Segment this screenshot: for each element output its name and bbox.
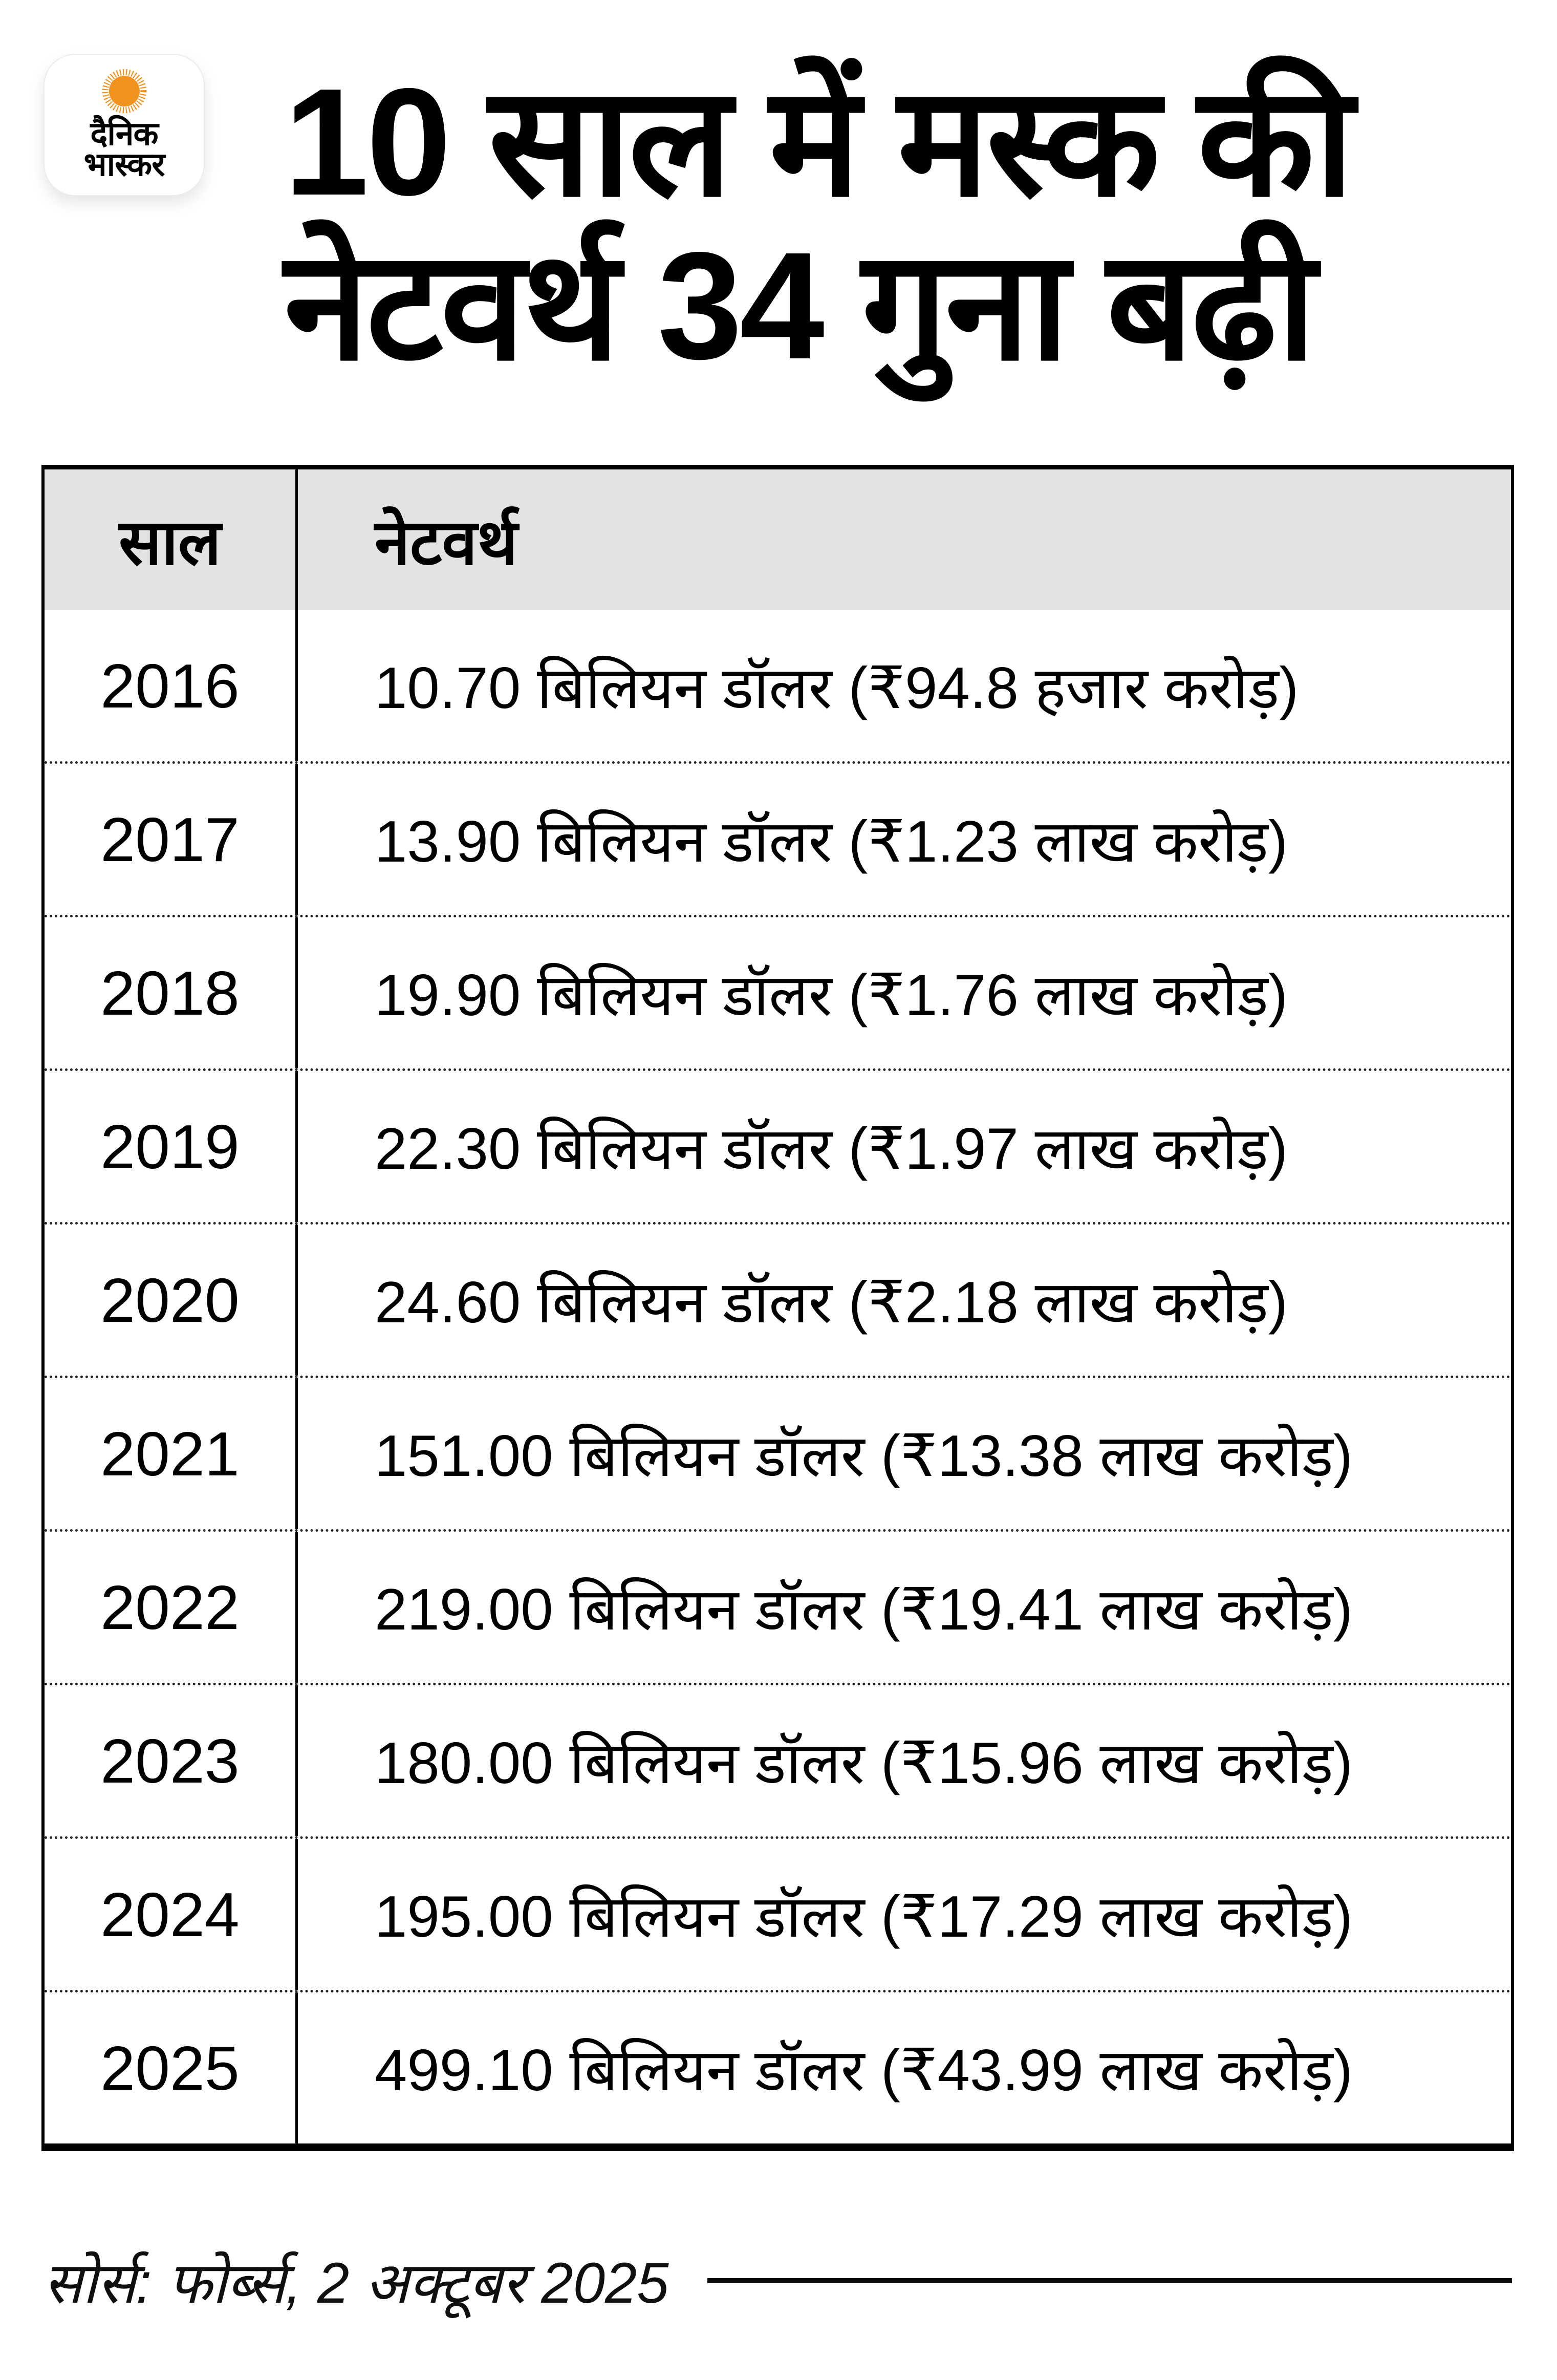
table-header-row	[45, 469, 1511, 610]
networth-cell	[298, 1685, 1511, 1836]
networth-value: 180.00 बिलियन डॉलर (₹15.96 लाख करोड़)	[375, 1731, 1353, 1796]
publisher-logo-card	[44, 54, 205, 196]
table-header-networth-label: नेटवर्थ	[375, 507, 518, 578]
networth-cell	[298, 1992, 1511, 2143]
table-row	[45, 1529, 1511, 1683]
table-header-year-label: साल	[118, 507, 221, 578]
networth-value: 24.60 बिलियन डॉलर (₹2.18 लाख करोड़)	[375, 1270, 1288, 1335]
sun-icon	[97, 64, 152, 118]
year-cell	[45, 917, 298, 1068]
year-value: 2016	[100, 651, 240, 721]
year-value: 2025	[100, 2033, 240, 2103]
year-cell	[45, 764, 298, 915]
year-cell	[45, 610, 298, 761]
table-row	[45, 761, 1511, 915]
table-body	[45, 610, 1511, 2143]
year-value: 2017	[100, 804, 240, 874]
table-row	[45, 1376, 1511, 1529]
networth-value: 10.70 बिलियन डॉलर (₹94.8 हजार करोड़)	[375, 656, 1299, 721]
publisher-logo-line2: भास्कर	[83, 146, 165, 183]
table-row	[45, 610, 1511, 761]
table-row	[45, 915, 1511, 1068]
networth-cell	[298, 1225, 1511, 1376]
table-row	[45, 1068, 1511, 1222]
headline-line2: नेटवर्थ 34 गुना बढ़ी	[284, 221, 1314, 391]
networth-cell	[298, 1532, 1511, 1683]
networth-cell	[298, 917, 1511, 1068]
networth-value: 13.90 बिलियन डॉलर (₹1.23 लाख करोड़)	[375, 809, 1288, 874]
networth-cell	[298, 1378, 1511, 1529]
year-value: 2024	[100, 1879, 240, 1949]
year-value: 2023	[100, 1726, 240, 1796]
year-cell	[45, 1225, 298, 1376]
networth-cell	[298, 1071, 1511, 1222]
networth-value: 499.10 बिलियन डॉलर (₹43.99 लाख करोड़)	[375, 2038, 1353, 2103]
table-row	[45, 1222, 1511, 1376]
year-cell	[45, 1685, 298, 1836]
table-header-networth-cell	[298, 469, 1511, 610]
networth-cell	[298, 610, 1511, 761]
networth-value: 219.00 बिलियन डॉलर (₹19.41 लाख करोड़)	[375, 1577, 1353, 1642]
year-value: 2021	[100, 1419, 240, 1489]
year-cell	[45, 1839, 298, 1990]
year-value: 2019	[100, 1111, 240, 1182]
footer	[44, 2241, 1512, 2320]
footer-divider-line	[707, 2278, 1512, 2283]
source-text: सोर्स: फोर्ब्स, 2 अक्टूबर 2025	[44, 2251, 669, 2315]
year-value: 2018	[100, 958, 240, 1028]
networth-cell	[298, 764, 1511, 915]
year-cell	[45, 1378, 298, 1529]
networth-value: 151.00 बिलियन डॉलर (₹13.38 लाख करोड़)	[375, 1424, 1353, 1489]
year-cell	[45, 1992, 298, 2143]
headline-line1: 10 साल में मस्क की	[284, 57, 1352, 227]
networth-value: 195.00 बिलियन डॉलर (₹17.29 लाख करोड़)	[375, 1884, 1353, 1949]
year-value: 2020	[100, 1265, 240, 1335]
table-row	[45, 1836, 1511, 1990]
table-header-year-cell	[45, 469, 298, 610]
headline	[284, 57, 1352, 391]
networth-cell	[298, 1839, 1511, 1990]
publisher-logo-line1: दैनिक	[90, 115, 158, 152]
networth-value: 22.30 बिलियन डॉलर (₹1.97 लाख करोड़)	[375, 1117, 1288, 1182]
table-row	[45, 1683, 1511, 1836]
networth-value: 19.90 बिलियन डॉलर (₹1.76 लाख करोड़)	[375, 963, 1288, 1028]
table-row	[45, 1990, 1511, 2143]
year-cell	[45, 1071, 298, 1222]
year-cell	[45, 1532, 298, 1683]
publisher-logo-text	[83, 115, 165, 183]
year-value: 2022	[100, 1572, 240, 1642]
networth-table	[41, 465, 1514, 2151]
